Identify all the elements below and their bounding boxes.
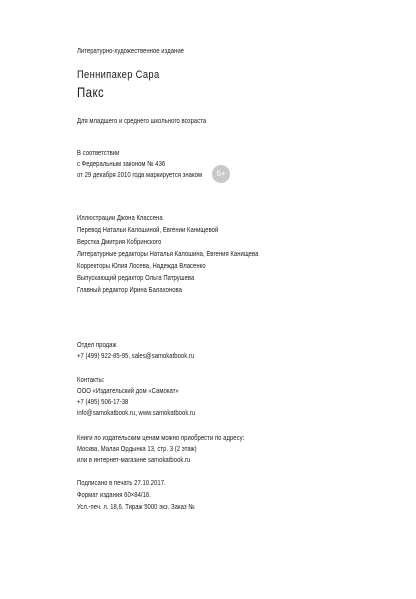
sales-heading: Отдел продаж xyxy=(77,340,117,349)
purchase-line-1: Книги по издательским ценам можно приобрести по адресу: xyxy=(77,433,245,442)
contacts-web: info@samokatbook.ru, www.samokatbook.ru xyxy=(77,408,196,417)
age-rating-badge: 6+ xyxy=(212,165,230,183)
credit-line: Корректоры Юлия Лосева, Надежда Власенко xyxy=(77,261,206,270)
law-notice-line-2: с Федеральным законом № 436 xyxy=(77,159,166,168)
edition-type: Литературно-художественное издание xyxy=(77,46,184,55)
credit-line: Литературные редакторы Наталья Калошина, Евгения Канищева xyxy=(77,249,259,258)
book-title: Пакс xyxy=(77,84,105,100)
credit-line: Верстка Дмитрия Кобринского xyxy=(77,237,162,246)
print-info-line-1: Подписано в печать 27.10.2017. xyxy=(77,478,166,487)
credit-line: Главный редактор Ирина Балахонова xyxy=(77,285,182,294)
purchase-line-3: или в интернет-магазине samokatbook.ru xyxy=(77,455,191,464)
law-notice-line-1: В соответствии xyxy=(77,148,120,157)
print-info-line-2: Формат издания 60×84/16. xyxy=(77,490,151,499)
credit-line: Иллюстрации Джона Классена xyxy=(77,213,163,222)
audience-note: Для младшего и среднего школьного возраста xyxy=(77,116,207,125)
contacts-heading: Контакты: xyxy=(77,375,105,384)
contacts-phone: +7 (495) 506-17-38 xyxy=(77,397,129,406)
credit-line: Выпускающий редактор Ольга Патрушева xyxy=(77,273,195,282)
sales-contact: +7 (499) 922-85-95, sales@samokatbook.ru xyxy=(77,351,195,360)
author-name: Пеннипакер Сара xyxy=(77,69,160,81)
purchase-line-2: Москва, Малая Ордынка 13, стр. 3 (2 этаж) xyxy=(77,444,197,453)
contacts-company: ООО «Издательский дом «Самокат» xyxy=(77,386,179,395)
credit-line: Перевод Натальи Калошиной, Евгении Канищевой xyxy=(77,225,219,234)
print-info-line-3: Усл.-печ. л. 18,6. Тираж 5000 экз. Заказ № xyxy=(77,502,195,511)
law-notice-line-3: от 29 декабря 2010 года маркируется знаком xyxy=(77,170,203,179)
